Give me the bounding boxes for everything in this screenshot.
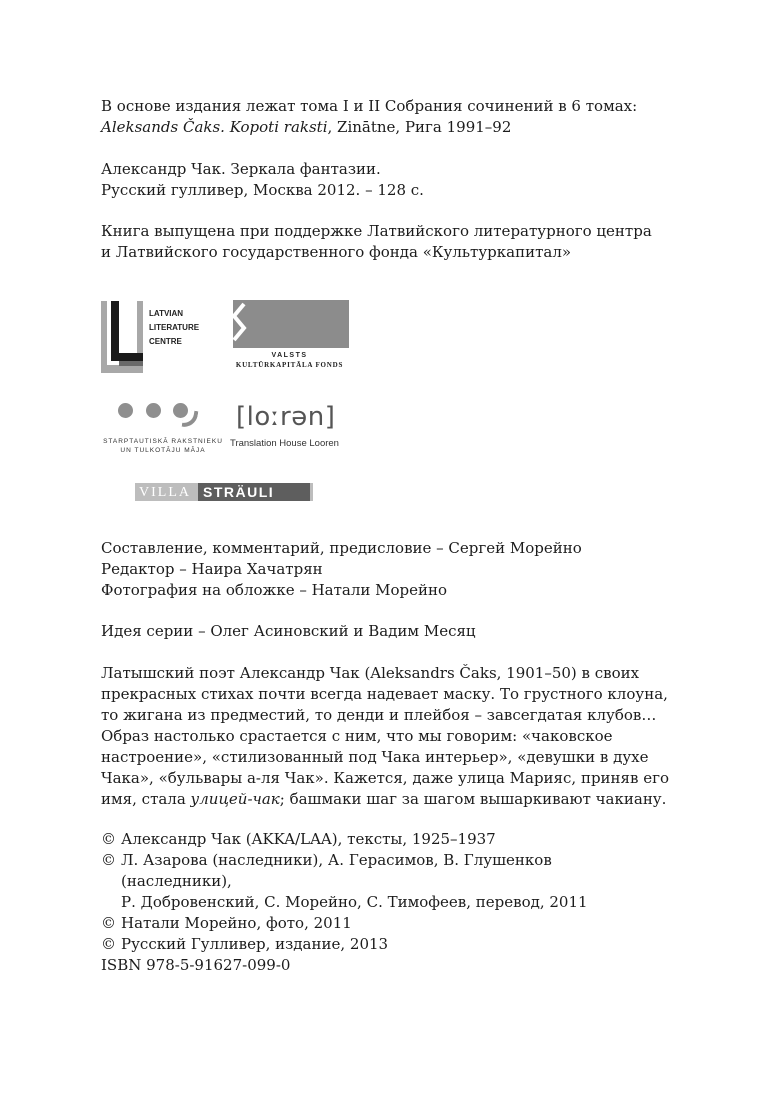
looren-logo	[230, 402, 355, 454]
house-logo-line-2: UN TULKOTĀJU MĀJA	[120, 447, 206, 454]
copyright-text: Александр Чак (AKKA/LAA), тексты, 1925–1937	[121, 830, 496, 848]
annotation-line-7a: имя, стала	[101, 790, 191, 808]
logo-dot	[146, 403, 161, 418]
support-note	[101, 221, 652, 263]
culture-capital-foundation-logo	[230, 300, 350, 372]
series-line: Идея серии – Олег Асиновский и Вадим Месяц	[101, 622, 476, 640]
credits	[101, 538, 582, 601]
annotation-line-5: настроение», «стилизованный под Чака интерьер», «девушки в духе	[101, 748, 649, 766]
house-logo-line-1: STARPTAUTISKĀ RAKSTNIEKU	[103, 438, 223, 445]
copyright-block	[101, 829, 661, 955]
credits-line-3: Фотография на обложке – Натали Морейно	[101, 581, 448, 599]
annotation-line-3: то жигана из предместий, то денди и плейбоя – завсегдатая клубов…	[101, 706, 657, 724]
copyright-text: Натали Морейно, фото, 2011	[121, 914, 352, 932]
vkf-logo-line-1: VALSTS	[271, 352, 308, 359]
isbn	[101, 955, 290, 976]
llc-logo-mark	[111, 353, 143, 361]
copyright-text: Л. Азарова (наследники), А. Герасимов, В. Глушенков (наследники),	[121, 851, 552, 890]
biblio-line-1: Александр Чак. Зеркала фантазии.	[101, 160, 381, 178]
copyright-row	[101, 829, 661, 850]
copyright-row	[101, 913, 661, 934]
copyright-symbol: ©	[101, 935, 116, 953]
source-line-2-rest: , Zinātne, Рига 1991–92	[327, 118, 512, 136]
series-idea	[101, 621, 476, 642]
annotation-line-2: прекрасных стихах почти всегда надевает маску. То грустного клоуна,	[101, 685, 668, 703]
annotation-line-7b: ; башмаки шаг за шагом вышаркивают чакиану.	[279, 790, 667, 808]
llc-logo-line: LITERATURE	[149, 323, 200, 332]
vkf-logo-line-2: KULTŪRKAPITĀLA FONDS	[235, 361, 344, 369]
copyright-symbol: ©	[101, 830, 116, 848]
llc-logo-mark	[111, 301, 119, 361]
support-line-2: и Латвийского государственного фонда «Культуркапитал»	[101, 243, 572, 261]
llc-logo-mark	[119, 361, 143, 366]
isbn-line: ISBN 978-5-91627-099-0	[101, 956, 291, 974]
villa-logo-text-1: VILLA	[139, 485, 191, 500]
copyright-symbol: ©	[101, 914, 116, 932]
annotation-italic-term: улицей-чак	[190, 790, 280, 808]
vkf-chevron-icon	[230, 300, 349, 348]
llc-logo-line: CENTRE	[149, 337, 182, 346]
copyright-row	[101, 850, 661, 892]
source-title-italic: Aleksands Čaks. Kopoti raksti	[101, 118, 328, 136]
annotation-line-1: Латышский поэт Александр Чак (Aleksandrs Čaks, 1901–50) в своих	[101, 664, 640, 682]
villa-strauli-logo	[135, 483, 315, 503]
copyright-text: Русский Гулливер, издание, 2013	[121, 935, 389, 953]
logo-comma-tail	[182, 409, 199, 429]
annotation	[101, 663, 669, 810]
annotation-line-7	[101, 789, 669, 810]
annotation-line-4: Образ настолько срастается с ним, что мы говорим: «чаковское	[101, 727, 613, 745]
llc-logo-line: LATVIAN	[149, 309, 184, 318]
source-line-2	[101, 117, 637, 138]
credits-line-1: Составление, комментарий, предисловие – Сергей Морейно	[101, 539, 582, 557]
bibliographic-record	[101, 159, 424, 201]
looren-logo-mark: [loːrən]	[236, 402, 336, 432]
writers-translators-house-logo	[101, 398, 221, 460]
source-edition-note	[101, 96, 637, 138]
latvian-literature-centre-logo	[101, 301, 211, 373]
annotation-line-6: Чака», «бульвары а-ля Чак». Кажется, даже улица Марияс, приняв его	[101, 769, 669, 787]
copyright-row	[101, 934, 661, 955]
copyright-continuation: Р. Добровенский, С. Морейно, С. Тимофеев, перевод, 2011	[121, 893, 588, 911]
logo-dot	[118, 403, 133, 418]
credits-line-2: Редактор – Наира Хачатрян	[101, 560, 323, 578]
source-line-1: В основе издания лежат тома I и II Собрания сочинений в 6 томах:	[101, 97, 638, 115]
biblio-line-2: Русский гулливер, Москва 2012. – 128 с.	[101, 181, 424, 199]
villa-logo-text-2: STRÄULI	[203, 484, 275, 500]
llc-logo-text	[149, 307, 219, 349]
looren-logo-subtitle: Translation House Looren	[230, 438, 339, 449]
copyright-symbol: ©	[101, 851, 116, 869]
support-line-1: Книга выпущена при поддержке Латвийского литературного центра	[101, 222, 652, 240]
